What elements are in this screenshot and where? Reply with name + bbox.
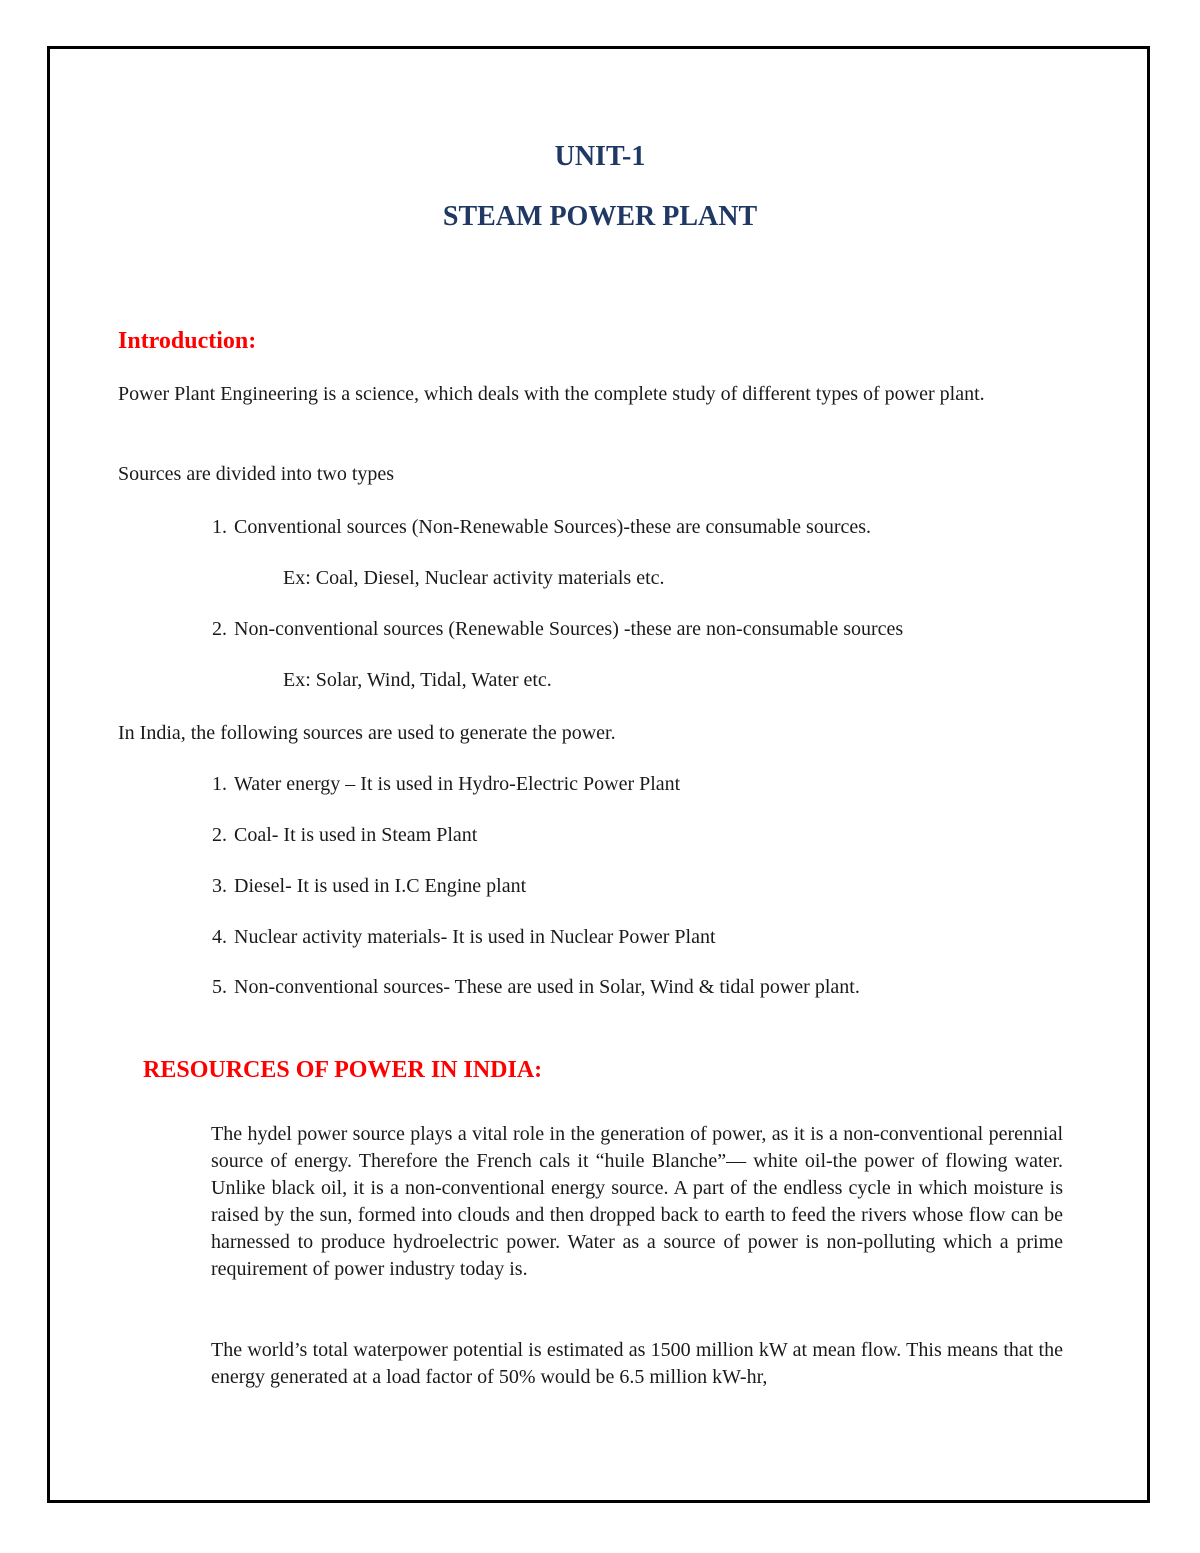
resources-heading: RESOURCES OF POWER IN INDIA: (143, 1057, 543, 1083)
list-text: Diesel- It is used in I.C Engine plant (234, 875, 527, 897)
list-text: Coal- It is used in Steam Plant (234, 824, 478, 846)
list-number: 1. (212, 516, 227, 538)
list-number: 2. (212, 824, 227, 846)
list-number: 5. (212, 976, 227, 998)
list-item (212, 875, 526, 898)
list-item (212, 773, 680, 796)
list-number: 1. (212, 773, 227, 795)
list-text: Nuclear activity materials- It is used in Nuclear Power Plant (234, 926, 716, 948)
list-number: 3. (212, 875, 227, 897)
introduction-heading: Introduction: (118, 328, 257, 354)
example-text: Ex: Coal, Diesel, Nuclear activity materials etc. (283, 567, 665, 589)
resources-paragraph-1: The hydel power source plays a vital role in the generation of power, as it is a non-conventional perennial source of energy. Therefore the French cals it “huile Blanche”— white oil-the power of flowing water. Unlike black oil, it is a non-conventional energy source. A part of the endless cycle in which moisture is raised by the sun, formed into clouds and then dropped back to earth to feed the rivers whose flow can be harnessed to produce hydroelectric power. Water as a source of power is non-polluting which a prime requirement of power industry today is. (211, 1123, 1063, 1280)
list-item (212, 926, 716, 949)
unit-title: UNIT-1 (554, 141, 646, 172)
page-title: STEAM POWER PLANT (442, 201, 758, 232)
list-text: Non-conventional sources (Renewable Sources) -these are non-consumable sources (234, 618, 904, 640)
list-item (212, 516, 871, 539)
list-item (212, 618, 903, 641)
sources-intro-text: Sources are divided into two types (118, 463, 395, 485)
india-intro-text: In India, the following sources are used to generate the power. (118, 722, 616, 744)
list-item (212, 976, 860, 999)
list-number: 4. (212, 926, 227, 948)
list-item (212, 824, 477, 847)
list-text: Non-conventional sources- These are used in Solar, Wind & tidal power plant. (234, 976, 860, 998)
resources-paragraph-2: The world’s total waterpower potential is estimated as 1500 million kW at mean flow. This means that the energy generated at a load factor of 50% would be 6.5 million kW-hr, (211, 1339, 1063, 1388)
list-number: 2. (212, 618, 227, 640)
list-text: Water energy – It is used in Hydro-Electric Power Plant (234, 773, 681, 795)
list-text: Conventional sources (Non-Renewable Sources)-these are consumable sources. (234, 516, 872, 538)
example-text: Ex: Solar, Wind, Tidal, Water etc. (283, 669, 552, 691)
intro-paragraph: Power Plant Engineering is a science, which deals with the complete study of different types of power plant. (118, 383, 985, 405)
